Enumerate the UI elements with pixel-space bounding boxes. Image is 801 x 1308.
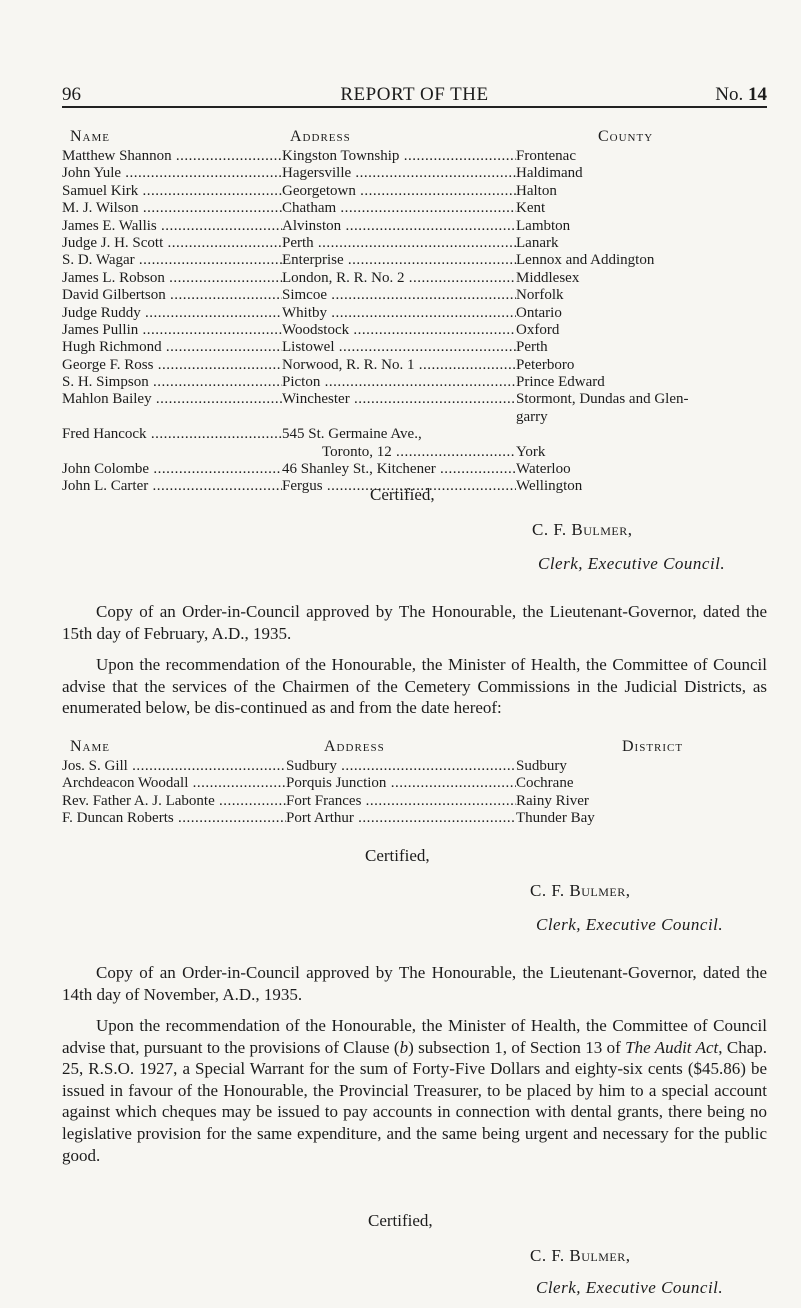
address-cell xyxy=(286,775,516,792)
table-row xyxy=(62,270,767,287)
address-cell-text: 545 St. Germaine Ave., xyxy=(282,426,422,443)
county-cell-text: Lanark xyxy=(516,234,559,251)
table-body xyxy=(62,148,767,496)
name-cell-text: S. D. Wagar xyxy=(62,252,135,269)
table-row xyxy=(62,793,767,810)
table-row xyxy=(62,357,767,374)
table-row xyxy=(62,461,767,478)
address-cell xyxy=(282,287,516,304)
county-cell xyxy=(516,478,767,495)
county-cell-text: Perth xyxy=(516,339,548,356)
name-cell xyxy=(62,478,282,495)
county-cell-text: Ontario xyxy=(516,304,562,321)
name-cell xyxy=(62,322,282,339)
district-cell-text: Thunder Bay xyxy=(516,810,595,827)
signatory-title: Clerk, Executive Council. xyxy=(536,915,724,934)
address-cell xyxy=(282,270,516,287)
table-row xyxy=(62,391,767,408)
county-cell-text: Wellington xyxy=(516,478,583,495)
name-cell-text: Matthew Shannon xyxy=(62,148,172,164)
name-cell xyxy=(62,218,282,235)
issue-label: No. xyxy=(715,84,744,105)
address-cell-text: Georgetown xyxy=(282,182,356,199)
name-cell-text: James L. Robson xyxy=(62,269,165,286)
address-cell-text: Chatham xyxy=(282,200,337,217)
name-cell xyxy=(62,339,282,356)
name-cell xyxy=(62,758,286,775)
county-cell-text: Lennox and Addington xyxy=(516,252,655,269)
table-row xyxy=(62,305,767,322)
signatory-name xyxy=(530,1246,631,1266)
name-cell xyxy=(62,374,282,391)
table-header xyxy=(62,738,767,758)
address-cell-text: Kingston Township xyxy=(282,148,400,164)
county-cell xyxy=(516,235,767,252)
name-cell-text: George F. Ross xyxy=(62,356,154,373)
county-cell-text: Middlesex xyxy=(516,269,580,286)
county-cell xyxy=(516,339,767,356)
county-cell xyxy=(516,148,767,165)
address-cell xyxy=(282,200,516,217)
district-cell-text: Rainy River xyxy=(516,792,589,809)
column-header-name: Name xyxy=(70,128,110,145)
county-cell-text: Oxford xyxy=(516,321,560,338)
name-cell-text: James Pullin xyxy=(62,321,139,338)
table-row xyxy=(62,218,767,235)
address-cell xyxy=(282,305,516,322)
table-row xyxy=(62,426,767,443)
order-paragraph-3: Copy of an Order-in-Council approved by The Honourable, the Lieutenant-Governor, dated the 14th day of November, A.D., 1935. xyxy=(62,963,767,1004)
table-row xyxy=(62,165,767,182)
county-cell xyxy=(516,357,767,374)
county-cell xyxy=(516,287,767,304)
name-cell xyxy=(62,810,286,827)
address-cell-text: Listowel xyxy=(282,339,335,356)
district-cell xyxy=(516,775,767,792)
county-cell xyxy=(516,409,767,426)
address-cell-text: Port Arthur xyxy=(286,810,354,827)
table-row xyxy=(62,758,767,775)
address-cell-text: Enterprise xyxy=(282,252,344,269)
name-cell xyxy=(62,305,282,322)
address-cell-text: Hagersville xyxy=(282,165,352,182)
table-header xyxy=(62,128,767,148)
name-cell-text: Judge Ruddy xyxy=(62,304,141,321)
para4-text-3: , Chap. 25, R.S.O. 1927, a Special Warrant for the sum of Forty-Five Dollars and eighty-six cents ($45.86) be issued in favour of the Honourable, the Provincial Treasurer, to be placed by him to a special account against which cheques may be issued to pay accounts in connection with dental grants, there being no legislative provision for the same expenditure, and the same being urgent and necessary for the public good. xyxy=(62,1037,768,1165)
table-body xyxy=(62,758,767,828)
address-cell-text: Porquis Junction xyxy=(286,775,387,792)
name-cell xyxy=(62,793,286,810)
county-cell-text: Frontenac xyxy=(516,148,576,164)
address-cell xyxy=(282,339,516,356)
address-cell-text: 46 Shanley St., Kitchener xyxy=(282,461,436,478)
column-header-name: Name xyxy=(70,738,110,755)
district-cell-text: Sudbury xyxy=(516,758,567,774)
name-cell xyxy=(62,426,282,443)
table-row xyxy=(62,775,767,792)
county-cell xyxy=(516,374,767,391)
address-cell xyxy=(282,322,516,339)
county-cell-text: Halton xyxy=(516,182,557,199)
table-row xyxy=(62,200,767,217)
county-cell xyxy=(516,218,767,235)
name-cell xyxy=(62,148,282,165)
county-cell xyxy=(516,444,767,461)
name-cell xyxy=(62,200,282,217)
signatory-text: C. F. Bulmer, xyxy=(532,520,633,539)
name-cell xyxy=(62,252,282,269)
table-row xyxy=(62,810,767,827)
address-cell-text: London, R. R. No. 2 xyxy=(282,269,405,286)
address-cell xyxy=(282,183,516,200)
county-cell-text: Waterloo xyxy=(516,461,571,478)
table-row xyxy=(62,339,767,356)
county-cell xyxy=(516,305,767,322)
district-cell-text: Cochrane xyxy=(516,775,574,792)
name-cell xyxy=(62,461,282,478)
address-cell xyxy=(286,758,516,775)
page-header xyxy=(62,84,767,108)
para4-text-1: Upon the recommendation of the Honourable, the Minister of Health, the Committee of Council advise that, pursuant to the provisions of Clause ( xyxy=(62,1016,767,1057)
address-cell-text: Simcoe xyxy=(282,287,327,304)
name-cell xyxy=(62,391,282,408)
address-cell xyxy=(282,357,516,374)
address-cell-text: Whitby xyxy=(282,304,327,321)
table-row xyxy=(62,148,767,165)
county-cell-text: Haldimand xyxy=(516,165,583,182)
order-paragraph-2: Upon the recommendation of the Honourable, the Minister of Health, the Committee of Council advise that the services of the Chairmen of the Cemetery Commissions in the Judicial Districts, as enumerated below, be dis-continued as and from the date hereof: xyxy=(62,655,767,718)
county-table xyxy=(62,128,767,496)
name-cell xyxy=(62,183,282,200)
table-row xyxy=(62,252,767,269)
para4-clause: b xyxy=(399,1037,409,1057)
county-cell-text: garry xyxy=(516,408,548,425)
address-cell xyxy=(282,444,516,461)
address-cell-text: Picton xyxy=(282,374,321,391)
name-cell-text: Mahlon Bailey xyxy=(62,391,152,408)
county-cell xyxy=(516,322,767,339)
name-cell-text: John Colombe xyxy=(62,461,150,478)
county-cell-text: Prince Edward xyxy=(516,374,605,391)
address-cell xyxy=(282,148,516,165)
name-cell-text: Jos. S. Gill xyxy=(62,758,128,774)
column-header-address: Address xyxy=(324,738,385,755)
address-cell-text: Fort Frances xyxy=(286,792,362,809)
name-cell-text: Rev. Father A. J. Labonte xyxy=(62,792,215,809)
para4-text-2: ) subsection 1, of Section 13 of xyxy=(408,1037,626,1057)
table-row xyxy=(62,235,767,252)
certified-label: Certified, xyxy=(365,846,430,865)
para4-act-title: The Audit Act xyxy=(625,1037,719,1057)
page-number: 96 xyxy=(62,84,81,105)
name-cell xyxy=(62,165,282,182)
address-cell-text: Toronto, 12 xyxy=(322,443,392,460)
table-row xyxy=(62,374,767,391)
district-cell xyxy=(516,758,767,775)
district-cell xyxy=(516,810,767,827)
signatory-text: C. F. Bulmer, xyxy=(530,1246,631,1265)
column-header-county: County xyxy=(598,128,654,145)
address-cell xyxy=(286,793,516,810)
name-cell xyxy=(62,775,286,792)
address-cell xyxy=(282,391,516,408)
order-paragraph-4 xyxy=(62,1015,767,1166)
district-table xyxy=(62,738,767,828)
county-cell-text: Norfolk xyxy=(516,287,564,304)
county-cell xyxy=(516,391,767,408)
address-cell xyxy=(282,252,516,269)
address-cell xyxy=(282,218,516,235)
issue-number xyxy=(715,84,767,106)
address-cell xyxy=(282,426,516,443)
signatory-title: Clerk, Executive Council. xyxy=(536,1278,724,1297)
county-cell xyxy=(516,200,767,217)
name-cell-text: David Gilbertson xyxy=(62,287,166,304)
address-cell xyxy=(282,461,516,478)
certified-label: Certified, xyxy=(368,1211,433,1230)
address-cell xyxy=(282,235,516,252)
county-cell xyxy=(516,252,767,269)
name-cell-text: Archdeacon Woodall xyxy=(62,775,189,792)
address-cell-text: Alvinston xyxy=(282,217,342,234)
name-cell xyxy=(62,287,282,304)
table-row xyxy=(62,287,767,304)
name-cell-text: Hugh Richmond xyxy=(62,339,162,356)
signatory-name xyxy=(530,881,631,901)
address-cell xyxy=(286,810,516,827)
signatory-title: Clerk, Executive Council. xyxy=(538,554,726,573)
table-row xyxy=(62,444,767,461)
county-cell-text: York xyxy=(516,443,546,460)
name-cell xyxy=(62,357,282,374)
address-cell-text: Woodstock xyxy=(282,321,350,338)
issue-value: 14 xyxy=(748,84,767,105)
order-paragraph-1: Copy of an Order-in-Council approved by The Honourable, the Lieutenant-Governor, dated the 15th day of February, A.D., 1935. xyxy=(62,602,767,643)
name-cell-text: John L. Carter xyxy=(62,478,149,495)
district-cell xyxy=(516,793,767,810)
county-cell xyxy=(516,165,767,182)
address-cell-text: Winchester xyxy=(282,391,350,408)
name-cell-text: Judge J. H. Scott xyxy=(62,234,164,251)
signatory-name xyxy=(532,520,633,540)
running-title: REPORT OF THE xyxy=(340,84,489,105)
name-cell-text: Samuel Kirk xyxy=(62,182,139,199)
address-cell-text: Sudbury xyxy=(286,758,337,774)
address-cell-text: Fergus xyxy=(282,478,323,495)
table-row xyxy=(62,183,767,200)
table-row xyxy=(62,322,767,339)
county-cell-text: Stormont, Dundas and Glen- xyxy=(516,391,689,408)
county-cell-text: Lambton xyxy=(516,217,571,234)
county-cell xyxy=(516,183,767,200)
name-cell-text: S. H. Simpson xyxy=(62,374,149,391)
column-header-district: District xyxy=(622,738,684,755)
name-cell-text: James E. Wallis xyxy=(62,217,157,234)
name-cell-text: F. Duncan Roberts xyxy=(62,810,174,827)
county-cell-text: Peterboro xyxy=(516,356,575,373)
certified-label: Certified, xyxy=(370,485,435,504)
table-row xyxy=(62,409,767,426)
name-cell xyxy=(62,235,282,252)
name-cell-text: M. J. Wilson xyxy=(62,200,139,217)
name-cell-text: John Yule xyxy=(62,165,122,182)
name-cell xyxy=(62,270,282,287)
column-header-address: Address xyxy=(290,128,351,145)
county-cell xyxy=(516,461,767,478)
name-cell-text: Fred Hancock xyxy=(62,426,147,443)
address-cell-text: Norwood, R. R. No. 1 xyxy=(282,356,415,373)
county-cell-text: Kent xyxy=(516,200,546,217)
address-cell xyxy=(282,165,516,182)
county-cell xyxy=(516,270,767,287)
signatory-text: C. F. Bulmer, xyxy=(530,881,631,900)
address-cell xyxy=(282,374,516,391)
address-cell-text: Perth xyxy=(282,234,314,251)
